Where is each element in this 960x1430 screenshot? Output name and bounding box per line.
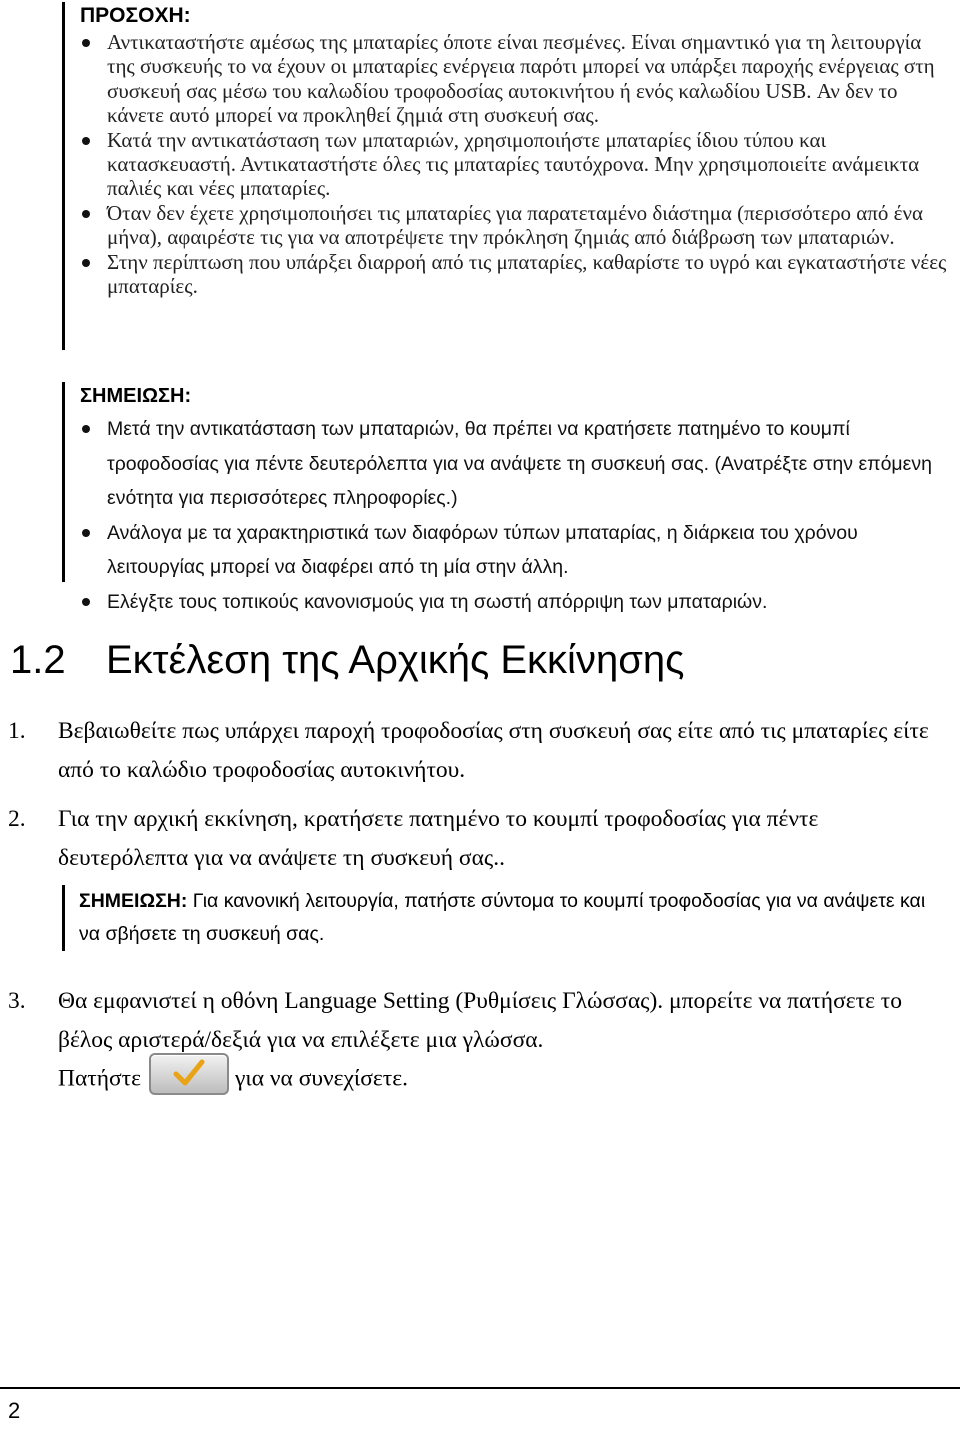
bullet-icon <box>82 137 90 145</box>
caution-item-text: Όταν δεν έχετε χρησιμοποιήσει τις μπαταρίες για παρατεταμένο διάστημα (περισσότερο από ένα μήνα), αφαιρέστε τις για να αποτρέψετε την πρόκληση ζημιάς από διάβρωση των μπαταριών. <box>107 200 923 250</box>
caution-item-text: Κατά την αντικατάσταση των μπαταριών, χρησιμοποιήστε μπαταρίες ίδιου τύπου και κατασκευαστή. Αντικαταστήστε όλες τις μπαταρίες ταυτόχρονα. Μην χρησιμοποιείτε ανάμεικτα παλιές και νέες μπαταρίες. <box>107 127 920 201</box>
checkmark-icon <box>173 1059 205 1087</box>
note-box <box>62 382 945 613</box>
step-number: 2. <box>8 806 26 832</box>
bullet-icon <box>82 529 90 537</box>
bullet-icon <box>82 210 90 218</box>
continue-label: για να συνεχίσετε. <box>235 1065 408 1092</box>
inline-note-text: Για κανονική λειτουργία, πατήστε σύντομα το κουμπί τροφοδοσίας για να ανάψετε και να σβήσετε τη συσκευή σας. <box>79 890 926 945</box>
press-label: Πατήστε <box>58 1065 141 1092</box>
bullet-icon <box>82 39 90 47</box>
inline-note-label: ΣΗΜΕΙΩΣΗ: <box>79 890 188 912</box>
note-title: ΣΗΜΕΙΩΣΗ: <box>80 385 192 407</box>
bullet-icon <box>82 598 90 606</box>
caution-list <box>80 30 950 298</box>
note-item <box>80 516 950 585</box>
note-item <box>80 585 950 620</box>
caution-item-text: Στην περίπτωση που υπάρξει διαρροή από τις μπαταρίες, καθαρίστε το υγρό και εγκαταστήστε νέες μπαταρίες. <box>107 249 947 299</box>
step-number: 3. <box>8 988 26 1014</box>
section-number: 1.2 <box>10 638 66 682</box>
step-text: Για την αρχική εκκίνηση, κρατήσετε πατημένο το κουμπί τροφοδοσίας για πέντε δευτερόλεπτα για να ανάψετε τη συσκευή σας.. <box>58 806 819 871</box>
caution-title: ΠΡΟΣΟΧΗ: <box>80 4 191 27</box>
inline-note <box>79 885 949 951</box>
section-heading <box>10 634 684 686</box>
caution-item <box>80 30 950 128</box>
bullet-icon <box>82 425 90 433</box>
section-title: Εκτέλεση της Αρχικής Εκκίνησης <box>106 638 685 682</box>
caution-item <box>80 128 950 201</box>
caution-item-text: Αντικαταστήστε αμέσως της μπαταρίες όποτε είναι πεσμένες. Είναι σημαντικό για τη λειτουργία της συσκευής το να έχουν οι μπαταρίες ενέργεια παρότι μπορεί να υπάρξει παροχής ενέργειας στη συσκευή σας μέσω του καλωδίου τροφοδοσίας αυτοκινήτου ή ενός καλωδίου USB. Αν δεν το κάνετε αυτό μπορεί να προκληθεί ζημιά στη συσκευή σας. <box>107 30 935 128</box>
step-text: Βεβαιωθείτε πως υπάρχει παροχή τροφοδοσίας στη συσκευή σας είτε από τις μπαταρίες είτε από το καλώδιο τροφοδοσίας αυτοκινήτου. <box>58 718 929 783</box>
bullet-icon <box>82 259 90 267</box>
step-body <box>58 982 953 1101</box>
caution-item <box>80 250 950 299</box>
footer-divider <box>0 1387 960 1389</box>
note-item-text: Ελέγξτε τους τοπικούς κανονισμούς για τη σωστή απόρριψη των μπαταριών. <box>107 590 768 613</box>
step-number: 1. <box>8 718 26 744</box>
page-number: 2 <box>8 1398 21 1423</box>
inline-note-box <box>62 885 945 951</box>
caution-box <box>62 2 945 350</box>
note-item-text: Ανάλογα με τα χαρακτηριστικά των διαφόρων τύπων μπαταρίας, η διάρκεια του χρόνου λειτουργίας μπορεί να διαφέρει από τη μία στην άλλη. <box>107 521 858 578</box>
caution-item <box>80 201 950 250</box>
confirm-button[interactable] <box>149 1053 229 1095</box>
note-list <box>80 412 950 619</box>
note-item-text: Μετά την αντικατάσταση των μπαταριών, θα πρέπει να κρατήσετε πατημένο το κουμπί τροφοδοσίας για πέντε δευτερόλεπτα για να ανάψετε τη συσκευή σας. (Ανατρέξτε στην επόμενη ενότητα για περισσότερες πληροφορίες.) <box>107 418 932 509</box>
note-item <box>80 412 950 516</box>
step-text: Θα εμφανιστεί η οθόνη Language Setting (Ρυθμίσεις Γλώσσας). μπορείτε να πατήσετε το βέλος αριστερά/δεξιά για να επιλέξετε μια γλώσσα. <box>58 988 903 1053</box>
